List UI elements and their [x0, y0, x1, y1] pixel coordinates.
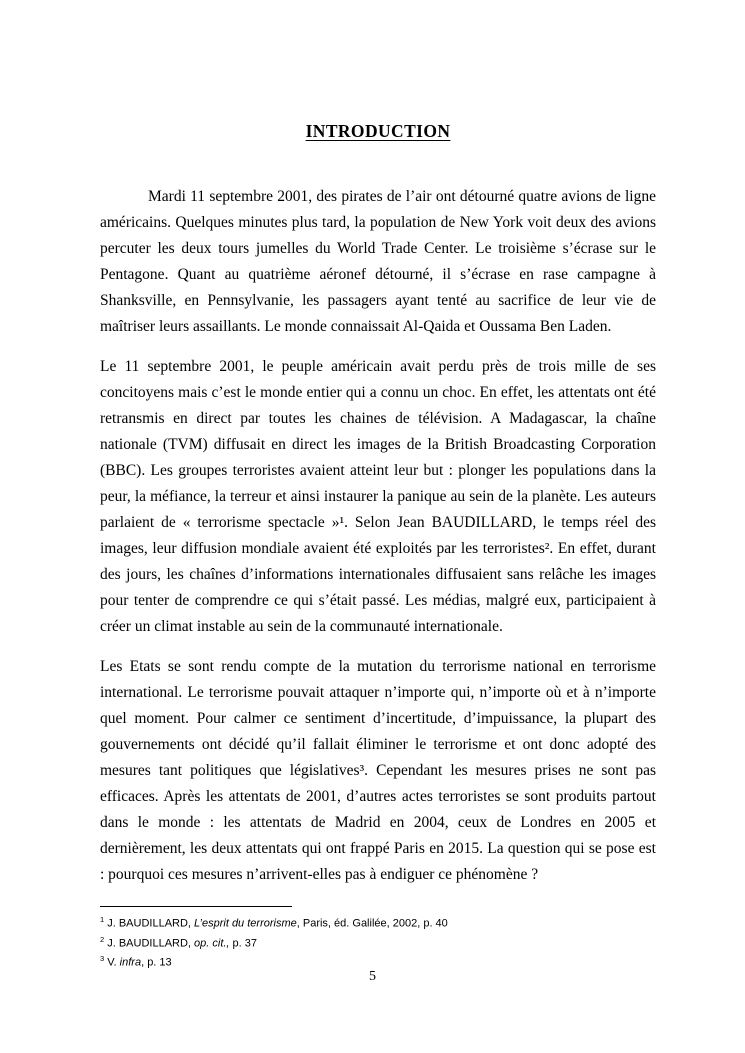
footnote-2-text-end: p. 37: [229, 937, 258, 950]
page-number: 5: [369, 969, 376, 984]
footnote-2-italic-text: op. cit.,: [194, 937, 230, 950]
footnote-2: [100, 932, 656, 952]
footnote-1-text-end: , Paris, éd. Galilée, 2002, p. 40: [296, 917, 448, 930]
paragraph-2: Le 11 septembre 2001, le peuple américain avait perdu près de trois mille de ses concitoyens mais c’est le monde entier qui a connu un choc. En effet, les attentats ont été retransmis en direct par toutes les chaines de télévision. A Madagascar, la chaîne nationale (TVM) diffusait en direct les images de la British Broadcasting Corporation (BBC). Les groupes terroristes avaient atteint leur but : plonger les populations dans la peur, la méfiance, la terreur et ainsi instaurer la panique au sein de la planète. Les auteurs parlaient de « terrorisme spectacle »¹. Selon Jean BAUDILLARD, le temps réel des images, leur diffusion mondiale avaient été exploités par les terroristes². En effet, durant des jours, les chaînes d’informations internationales diffusaient sans relâche les images pour tenter de comprendre ce qui s’était passé. Les médias, malgré eux, participaient à créer un climat instable au sein de la communauté internationale.: [100, 358, 656, 635]
footnote-1-italic-text: L’esprit du terrorisme: [194, 917, 297, 930]
footnote-1-marker: 1: [100, 915, 105, 924]
footnote-3-marker: 3: [100, 954, 105, 964]
footnote-1-text: J. BAUDILLARD,: [104, 917, 195, 930]
footnote-3-italic-text: infra: [119, 956, 142, 969]
footnote-3-text: V.: [104, 956, 120, 969]
paragraph-3: Les Etats se sont rendu compte de la mutation du terrorisme national en terrorisme international. Le terrorisme pouvait attaquer n’importe qui, n’importe où et à n’importe quel moment. Pour calmer ce sentiment d’incertitude, d’impuissance, la plupart des gouvernements ont décidé qu’il fallait éliminer le terrorisme et ont donc adopté des mesures tant politiques que législatives³. Cependant les mesures prises ne sont pas efficaces. Après les attentats de 2001, d’autres actes terroristes se sont produits partout dans le monde : les attentats de Madrid en 2004, ceux de Londres en 2005 et dernièrement, les deux attentats qui ont frappé Paris en 2015. La question qui se pose est : pourquoi ces mesures n’arrivent-elles pas à endiguer ce phénomène ?: [100, 658, 656, 883]
paragraph-1: Mardi 11 septembre 2001, des pirates de l’air ont détourné quatre avions de ligne américains. Quelques minutes plus tard, la population de New York voit deux des avions percuter les deux tours jumelles du World Trade Center. Le troisième s’écrase sur le Pentagone. Quant au quatrième aéronef détourné, il s’écrase en rase campagne à Shanksville, en Pennsylvanie, les passagers ayant tenté au sacrifice de leur vie de maîtriser leurs assaillants. Le monde connaissait Al-Qaida et Oussama Ben Laden.: [100, 188, 656, 335]
page-title: INTRODUCTION: [305, 121, 451, 141]
footnote-3-text-end: , p. 13: [141, 956, 172, 969]
footnote-1: [100, 912, 656, 932]
footnote-2-marker: 2: [100, 934, 105, 944]
footnote-2-text: J. BAUDILLARD,: [104, 937, 195, 950]
footnotes-section: [100, 906, 656, 971]
footnote-separator: [100, 906, 292, 907]
